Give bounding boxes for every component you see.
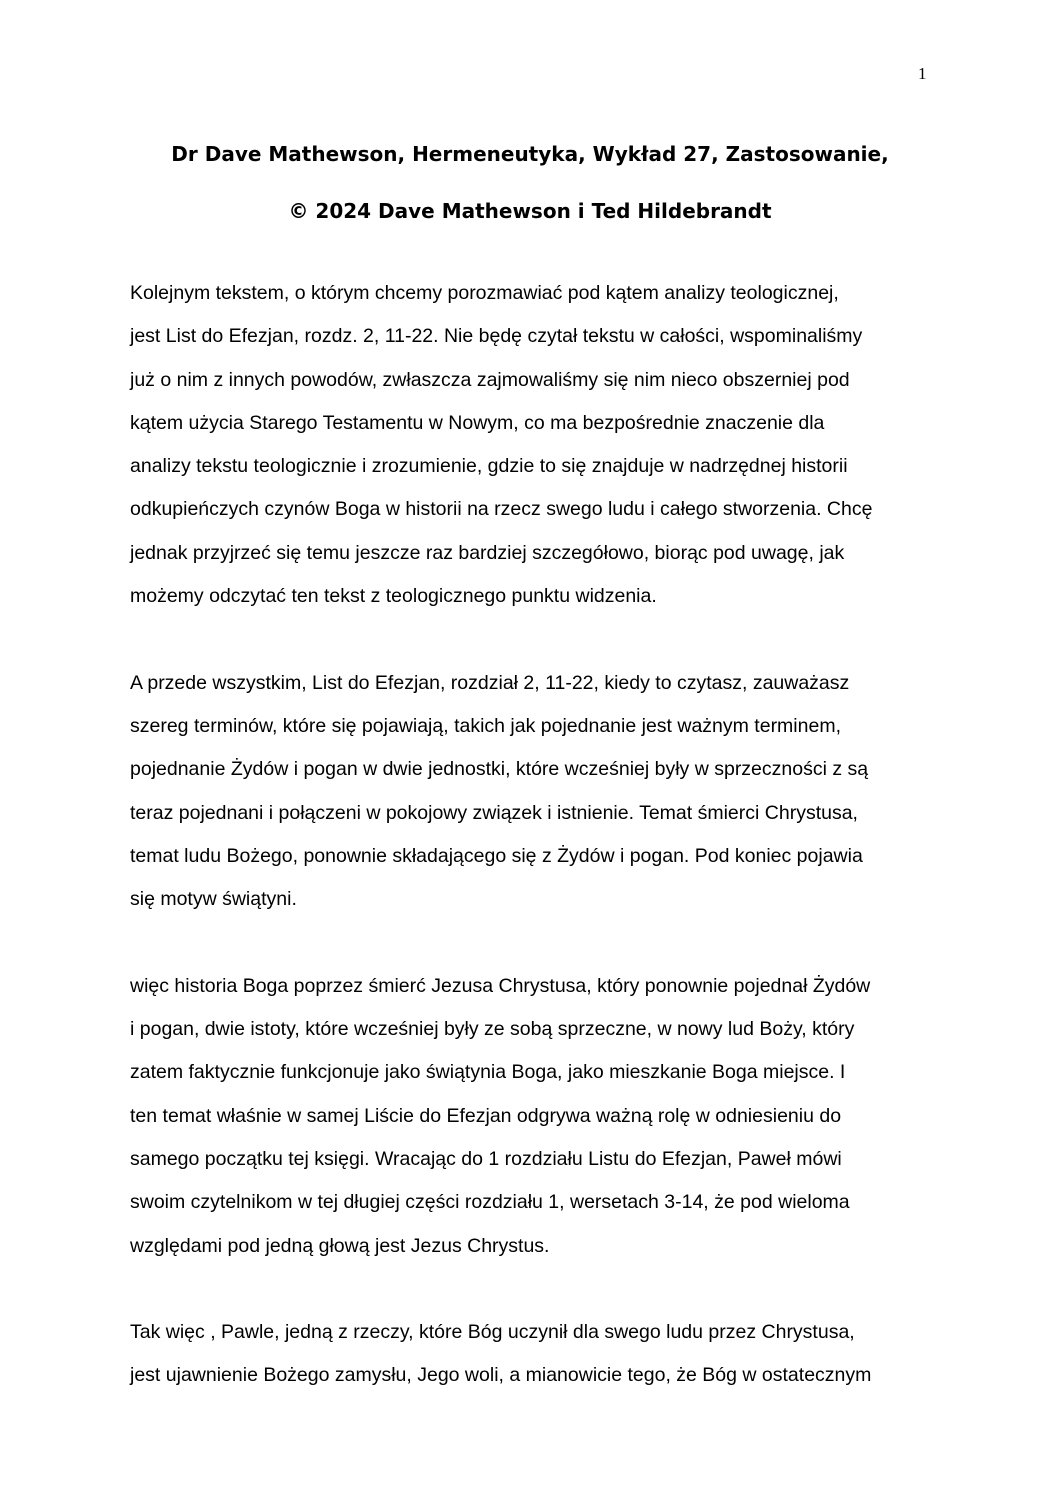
text-line: zatem faktycznie funkcjonuje jako świątynia Boga, jako mieszkanie Boga miejsce. I [130, 1061, 846, 1084]
text-line: już o nim z innych powodów, zwłaszcza zajmowaliśmy się nim nieco obszerniej pod [130, 368, 850, 391]
text-line: i pogan, dwie istoty, które wcześniej były ze sobą sprzeczne, w nowy lud Boży, który [130, 1018, 855, 1041]
title-line-1: Dr Dave Mathewson, Hermeneutyka, Wykład 27, Zastosowanie, [171, 142, 889, 166]
text-line: możemy odczytać ten tekst z teologicznego punktu widzenia. [130, 585, 657, 608]
text-line: A przede wszystkim, List do Efezjan, rozdział 2, 11-22, kiedy to czytasz, zauważasz [130, 671, 850, 694]
text-line: swoim czytelnikom w tej długiej części rozdziału 1, wersetach 3-14, że pod wieloma [130, 1191, 850, 1214]
text-line: szereg terminów, które się pojawiają, takich jak pojednanie jest ważnym terminem, [130, 714, 841, 737]
text-line: się motyw świątyni. [130, 888, 297, 911]
text-line: temat ludu Bożego, ponownie składającego się z Żydów i pogan. Pod koniec pojawia [130, 844, 863, 867]
body-text [130, 272, 935, 1441]
text-line: kątem użycia Starego Testamentu w Nowym, co ma bezpośrednie znaczenie dla [130, 411, 825, 434]
paragraph-2 [130, 662, 935, 922]
text-line: względami pod jedną głową jest Jezus Chrystus. [130, 1234, 550, 1257]
text-line: jest List do Efezjan, rozdz. 2, 11-22. Nie będę czytał tekstu w całości, wspominaliśmy [130, 325, 863, 348]
paragraph-1 [130, 272, 935, 618]
paragraph-3 [130, 965, 935, 1268]
text-line: ten temat właśnie w samej Liście do Efezjan odgrywa ważną rolę w odniesieniu do [130, 1104, 842, 1127]
text-line: samego początku tej księgi. Wracając do 1 rozdziału Listu do Efezjan, Paweł mówi [130, 1147, 842, 1170]
text-line: analizy tekstu teologicznie i zrozumienie, gdzie to się znajduje w nadrzędnej historii [130, 455, 848, 478]
text-line: Kolejnym tekstem, o którym chcemy porozmawiać pod kątem analizy teologicznej, [130, 282, 839, 304]
text-line: pojednanie Żydów i pogan w dwie jednostki, które wcześniej były w sprzeczności z są [130, 758, 869, 781]
text-line: jednak przyjrzeć się temu jeszcze raz bardziej szczegółowo, biorąc pod uwagę, jak [130, 541, 845, 564]
text-line: teraz pojednani i połączeni w pokojowy związek i istnienie. Temat śmierci Chrystusa, [130, 801, 858, 824]
paragraph-4 [130, 1311, 935, 1398]
title-line-2: © 2024 Dave Mathewson i Ted Hildebrandt [288, 199, 772, 223]
text-line: odkupieńczych czynów Boga w historii na rzecz swego ludu i całego stworzenia. Chcę [130, 498, 873, 521]
page-title [80, 126, 980, 240]
text-line: Tak więc , Pawle, jedną z rzeczy, które Bóg uczynił dla swego ludu przez Chrystusa, [130, 1321, 855, 1344]
page-number: 1 [918, 64, 927, 83]
text-line: jest ujawnienie Bożego zamysłu, Jego woli, a mianowicie tego, że Bóg w ostatecznym [130, 1364, 872, 1387]
text-line: więc historia Boga poprzez śmierć Jezusa Chrystusa, który ponownie pojednał Żydów [130, 974, 871, 997]
